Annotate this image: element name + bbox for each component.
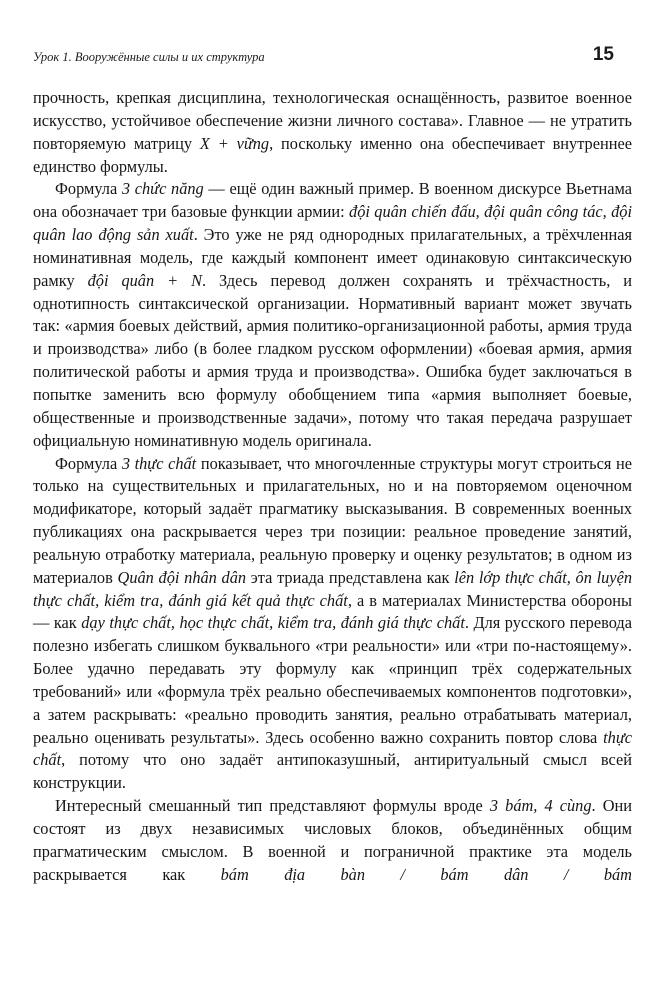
text-run: показывает, что многочленные структуры могут строиться не только на существительных и прилагательных, но и на повторяемом оценочном модификаторе, который задаёт прагматику высказывания. В современных военных публикациях она раскрывается через три позиции: реальное проведение занятий, реальную отработку материала, реальную проверку и оценку результатов; в одном из материалов [33,453,632,587]
text-run: — ещё один важный пример. В военном дискурсе Вьетнама она обозначает три базовые функции армии: [33,179,632,222]
paragraph [33,795,632,886]
page-number: 15 [592,44,614,65]
italic-term: lên lớp thực chất, ôn luyện thực chất, kiểm tra, đánh giá kết quả thực chất [33,567,632,610]
text-run: . Здесь перевод должен сохранять и трёхчастность, и однотипность синтаксической организации. Нормативный вариант может звучать так: «армия боевых действий, армия политико-организационной работы, армия труда и производства» либо (в более гладком русском оформлении) «боевая армия, армия политической работы и армия труда и производства». Ошибка будет заключаться в попытке заменить всю формулу обобщением типа «армия выполняет боевые, общественные и производственные задачи», потому что такая передача разрушает официальную номинативную модель оригинала. [33,270,632,450]
text-run: , поскольку именно она обеспечивает внутреннее единство формулы. [33,133,632,176]
italic-term: thực chất [33,727,632,770]
text-run: . Это уже не ряд однородных прилагательных, а трёхчленная номинативная модель, где каждый компонент имеет одинаковую синтаксическую рамку [33,225,632,290]
paragraph [33,453,632,796]
italic-term: Quân đội nhân dân [117,567,247,587]
italic-term: đội quân + N [87,270,202,290]
text-run: Интересный смешанный тип представляют формулы вроде [55,796,490,816]
italic-term: 3 bám, 4 cùng [489,796,592,816]
paragraph [33,178,632,452]
text-run: Формула [55,179,122,199]
text-run: . Они состоят из двух независимых числовых блоков, объединённых общим прагматическим смыслом. В военной и пограничной практике эта модель раскрывается как [33,796,633,884]
text-run: , а в материалах Министерства обороны — как [33,590,632,633]
text-run: . Для русского перевода полезно избегать слишком буквального «три реальности» или «три по-настоящему». Более удачно передавать эту формулу как «принцип трёх содержательных требований» или «формула трёх реально обеспечиваемых компонентов подготовки», а затем раскрывать: «реально проводить занятия, реально отрабатывать материал, реально оценивать результаты». Здесь особенно важно сохранить повтор слова [33,613,632,747]
italic-term: bám địa bàn / bám dân / bám [220,864,632,884]
italic-term: dạy thực chất, học thực chất, kiểm tra, đánh giá thực chất [81,613,465,633]
italic-term: 3 chức năng [121,179,204,199]
paragraph [33,87,632,178]
running-head: Урок 1. Вооружённые силы и их структура [33,50,265,64]
italic-term: đội quân chiến đấu, đội quân công tác, đội quân lao động sản xuất [33,202,632,245]
text-run: прочность, крепкая дисциплина, технологическая оснащённость, развитое военное искусство, устойчивое обеспечение жизни личного состава». Главное — не утратить повторяемую матрицу [33,88,632,153]
italic-term: 3 thực chất [121,453,197,473]
italic-term: X + vững [199,133,270,153]
text-run: Формула [55,453,122,473]
body-text [33,87,632,887]
text-run: эта триада представлена как [246,567,455,587]
text-run: , потому что оно задаёт антипоказушный, антиритуальный смысл всей конструкции. [33,750,632,793]
